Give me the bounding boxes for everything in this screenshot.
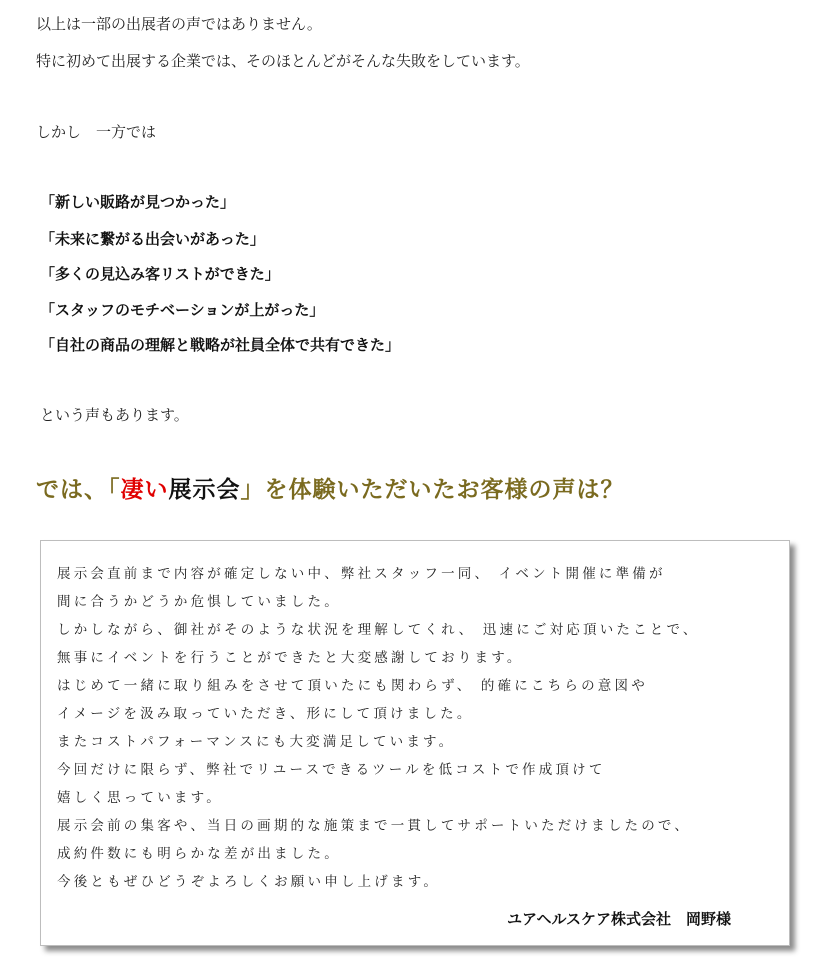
- testimonial-line: 嬉しく思っています。: [57, 790, 223, 806]
- testimonial-line: 展示会直前まで内容が確定しない中、弊社スタッフ一同、 イベント開催に準備が: [57, 566, 666, 582]
- intro-line-3: しかし 一方では: [36, 123, 157, 141]
- heading-part-3: 」を体験いただいたお客様の声は？: [240, 477, 625, 503]
- testimonial-line: はじめて一緒に取り組みをさせて頂いたにも関わらず、 的確にこちらの意図や: [57, 678, 648, 694]
- quote-item: 「未来に繋がる出会いがあった」: [40, 230, 265, 248]
- testimonial-line: 今後ともぜひどうぞよろしくお願い申し上げます。: [57, 874, 441, 890]
- testimonial-line: またコストパフォーマンスにも大変満足しています。: [57, 734, 456, 750]
- testimonial-line: 展示会前の集客や、当日の画期的な施策まで一貫してサポートいただけましたので、: [57, 818, 692, 834]
- intro-line-1: 以上は一部の出展者の声ではありません。: [36, 15, 322, 33]
- heading-highlight: 凄い: [120, 477, 169, 503]
- testimonial-line: 無事にイベントを行うことができたと大変感謝しております。: [57, 650, 524, 666]
- testimonial-line: 間に合うかどうか危惧していました。: [57, 594, 341, 610]
- testimonial-signature: ユアヘルスケア株式会社 岡野様: [507, 910, 731, 928]
- heading-part-2: 展示会: [168, 477, 241, 503]
- testimonial-line: しかしながら、御社がそのような状況を理解してくれ、 迅速にご対応頂いたことで、: [57, 622, 700, 638]
- testimonial-line: 成約件数にも明らかな差が出ました。: [57, 846, 341, 862]
- section-heading: [36, 474, 625, 506]
- heading-part-1: では、「: [36, 477, 121, 503]
- intro-line-2: 特に初めて出展する企業では、そのほとんどがそんな失敗をしています。: [36, 52, 530, 70]
- testimonial-line: 今回だけに限らず、弊社でリユースできるツールを低コストで作成頂けて: [57, 762, 606, 778]
- closing-line: という声もあります。: [40, 406, 189, 424]
- quote-item: 「新しい販路が見つかった」: [40, 193, 236, 211]
- quote-item: 「多くの見込み客リストができた」: [40, 265, 280, 283]
- testimonial-box: [40, 540, 790, 946]
- quote-item: 「スタッフのモチベーションが上がった」: [40, 301, 325, 319]
- testimonial-line: イメージを汲み取っていただき、形にして頂けました。: [57, 706, 474, 722]
- quote-item: 「自社の商品の理解と戦略が社員全体で共有できた」: [40, 336, 401, 354]
